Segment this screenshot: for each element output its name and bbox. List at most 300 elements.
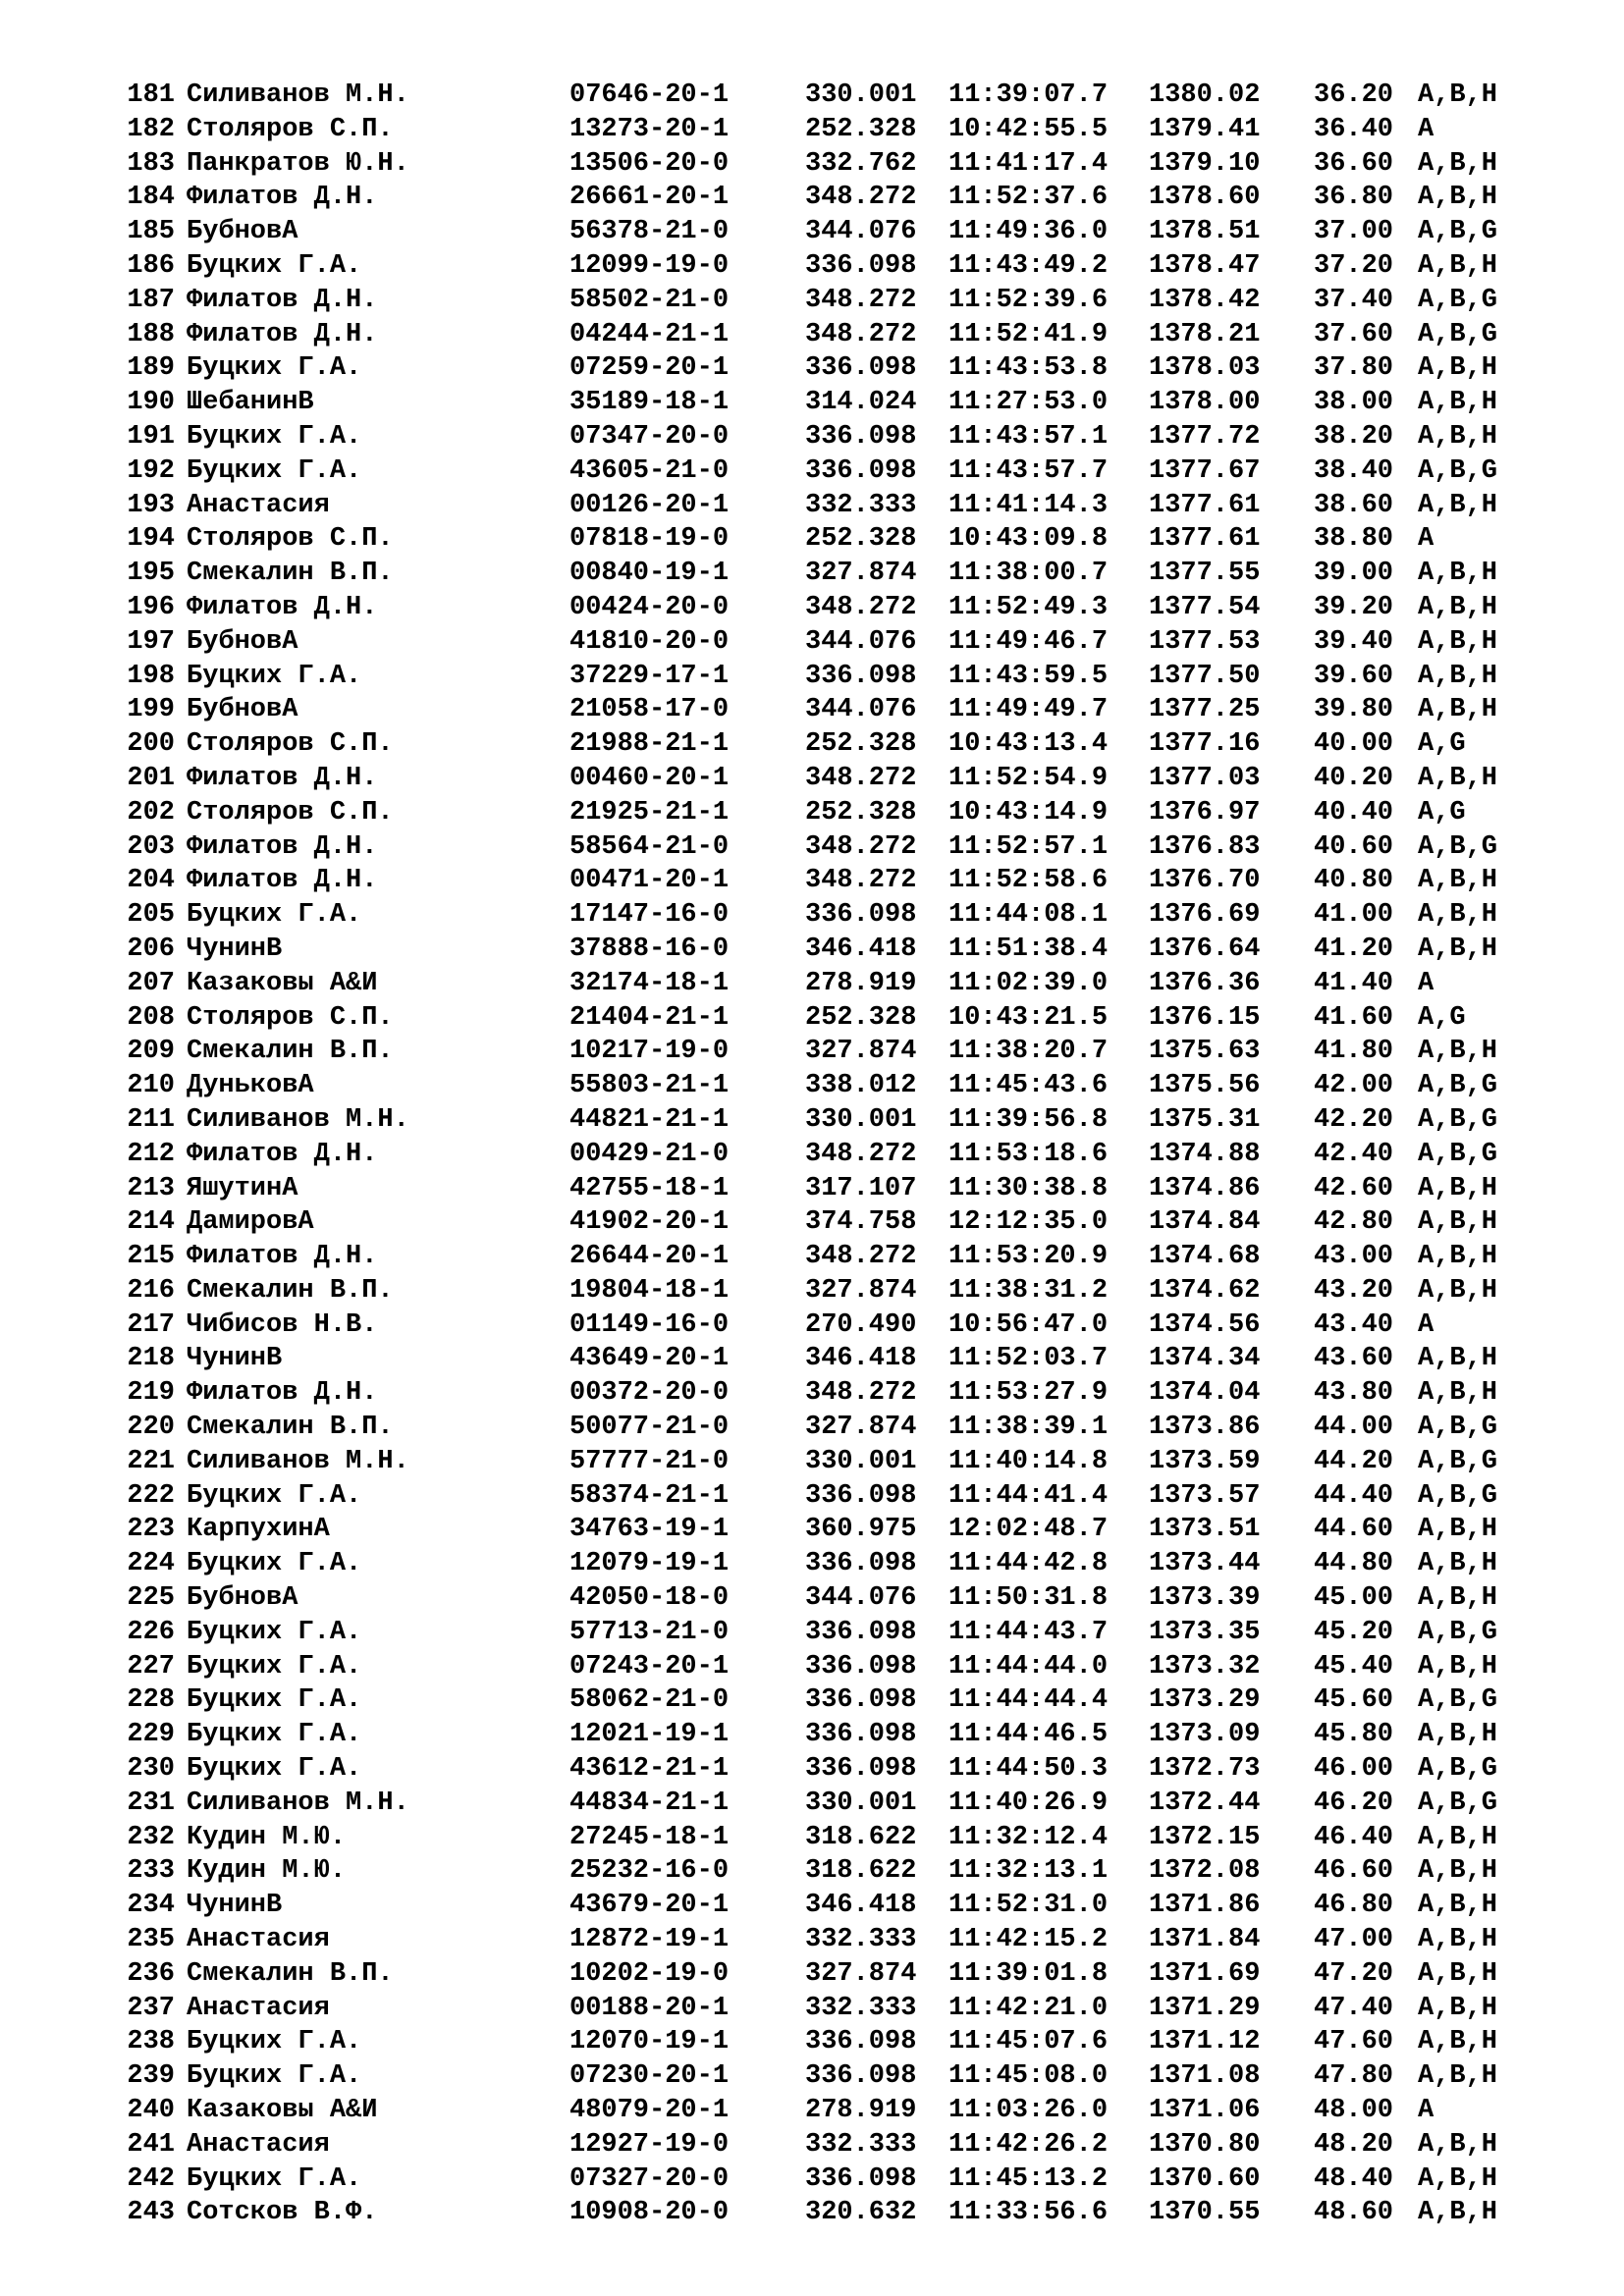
ring-number: 43649-20-1 [569, 1344, 730, 1374]
rank-cell: 238 [127, 2027, 175, 2057]
speed: 1376.69 [1149, 900, 1261, 931]
arrival-time: 11:03:26.0 [948, 2096, 1109, 2126]
category-flags: A,B,H [1418, 866, 1498, 896]
category-flags: A,B,H [1418, 1549, 1498, 1579]
distance: 336.098 [805, 1651, 917, 1682]
distance: 336.098 [805, 353, 917, 384]
arrival-time: 11:39:01.8 [948, 1958, 1109, 1989]
table-row [116, 693, 1530, 727]
points: 43.80 [1314, 1378, 1394, 1409]
speed: 1374.86 [1149, 1173, 1261, 1203]
fancier-name: Филатов Д.Н. [187, 1242, 378, 1272]
category-flags: A [1418, 968, 1435, 998]
fancier-name: ДуньковА [187, 1071, 314, 1101]
arrival-time: 10:42:55.5 [948, 114, 1109, 144]
speed: 1375.56 [1149, 1071, 1261, 1101]
category-flags: A [1418, 2096, 1435, 2126]
table-row [116, 1479, 1530, 1514]
category-flags: A,B,G [1418, 1446, 1498, 1476]
distance: 338.012 [805, 1071, 917, 1101]
distance: 330.001 [805, 1104, 917, 1135]
category-flags: A,B,G [1418, 1413, 1498, 1443]
points: 43.00 [1314, 1242, 1394, 1272]
points: 46.40 [1314, 1822, 1394, 1852]
ring-number: 07818-19-0 [569, 524, 730, 555]
category-flags: A,B,G [1418, 1139, 1498, 1169]
distance: 327.874 [805, 1413, 917, 1443]
distance: 252.328 [805, 797, 917, 828]
table-row [116, 147, 1530, 182]
arrival-time: 11:49:36.0 [948, 217, 1109, 247]
rank-cell: 197 [127, 626, 175, 657]
speed: 1379.10 [1149, 148, 1261, 179]
category-flags: A,B,H [1418, 1651, 1498, 1682]
ring-number: 07646-20-1 [569, 80, 730, 110]
points: 45.60 [1314, 1685, 1394, 1716]
category-flags: A,B,H [1418, 1275, 1498, 1306]
points: 39.20 [1314, 592, 1394, 622]
distance: 336.098 [805, 455, 917, 486]
arrival-time: 11:44:50.3 [948, 1754, 1109, 1785]
speed: 1380.02 [1149, 80, 1261, 110]
ring-number: 04244-21-1 [569, 319, 730, 349]
arrival-time: 11:52:31.0 [948, 1891, 1109, 1921]
arrival-time: 11:43:59.5 [948, 661, 1109, 691]
speed: 1377.61 [1149, 490, 1261, 520]
speed: 1374.62 [1149, 1275, 1261, 1306]
distance: 336.098 [805, 421, 917, 452]
speed: 1373.39 [1149, 1583, 1261, 1614]
speed: 1372.08 [1149, 1856, 1261, 1887]
arrival-time: 11:27:53.0 [948, 388, 1109, 418]
rank-cell: 184 [127, 183, 175, 213]
speed: 1378.51 [1149, 217, 1261, 247]
rank-cell: 242 [127, 2163, 175, 2194]
category-flags: A,G [1418, 729, 1466, 760]
table-row [116, 2094, 1530, 2128]
results-list [116, 79, 1530, 2230]
points: 47.20 [1314, 1958, 1394, 1989]
points: 44.60 [1314, 1515, 1394, 1545]
fancier-name: Чибисов Н.В. [187, 1309, 378, 1340]
table-row [116, 1411, 1530, 1445]
arrival-time: 12:02:48.7 [948, 1515, 1109, 1545]
category-flags: A,B,H [1418, 626, 1498, 657]
ring-number: 55803-21-1 [569, 1071, 730, 1101]
category-flags: A,B,H [1418, 695, 1498, 725]
rank-cell: 234 [127, 1891, 175, 1921]
fancier-name: Столяров С.П. [187, 729, 394, 760]
rank-cell: 217 [127, 1309, 175, 1340]
points: 36.20 [1314, 80, 1394, 110]
ring-number: 57777-21-0 [569, 1446, 730, 1476]
fancier-name: Буцких Г.А. [187, 353, 362, 384]
points: 47.00 [1314, 1925, 1394, 1955]
points: 40.20 [1314, 763, 1394, 793]
points: 46.00 [1314, 1754, 1394, 1785]
table-row [116, 1821, 1530, 1855]
distance: 348.272 [805, 1139, 917, 1169]
speed: 1374.56 [1149, 1309, 1261, 1340]
category-flags: A,B,H [1418, 1822, 1498, 1852]
ring-number: 10908-20-0 [569, 2198, 730, 2228]
fancier-name: Кудин М.Ю. [187, 1822, 347, 1852]
distance: 336.098 [805, 1685, 917, 1716]
speed: 1373.59 [1149, 1446, 1261, 1476]
rank-cell: 193 [127, 490, 175, 520]
distance: 332.762 [805, 148, 917, 179]
points: 41.40 [1314, 968, 1394, 998]
arrival-time: 11:30:38.8 [948, 1173, 1109, 1203]
arrival-time: 11:41:17.4 [948, 148, 1109, 179]
category-flags: A,B,H [1418, 2129, 1498, 2160]
points: 47.60 [1314, 2027, 1394, 2057]
speed: 1378.42 [1149, 285, 1261, 315]
table-row [116, 1308, 1530, 1343]
points: 48.20 [1314, 2129, 1394, 2160]
distance: 330.001 [805, 1788, 917, 1818]
arrival-time: 11:44:08.1 [948, 900, 1109, 931]
points: 42.20 [1314, 1104, 1394, 1135]
distance: 332.333 [805, 490, 917, 520]
rank-cell: 191 [127, 421, 175, 452]
points: 41.00 [1314, 900, 1394, 931]
rank-cell: 203 [127, 831, 175, 862]
distance: 336.098 [805, 900, 917, 931]
speed: 1376.15 [1149, 1002, 1261, 1033]
table-row [116, 1342, 1530, 1376]
table-row [116, 933, 1530, 967]
arrival-time: 11:38:00.7 [948, 559, 1109, 589]
table-row [116, 625, 1530, 660]
rank-cell: 225 [127, 1583, 175, 1614]
points: 38.60 [1314, 490, 1394, 520]
arrival-time: 11:50:31.8 [948, 1583, 1109, 1614]
points: 39.60 [1314, 661, 1394, 691]
table-row [116, 967, 1530, 1001]
category-flags: A,B,H [1418, 1515, 1498, 1545]
fancier-name: Буцких Г.А. [187, 1651, 362, 1682]
rank-cell: 206 [127, 934, 175, 964]
table-row [116, 591, 1530, 625]
arrival-time: 11:42:21.0 [948, 1993, 1109, 2023]
points: 44.40 [1314, 1480, 1394, 1511]
ring-number: 44821-21-1 [569, 1104, 730, 1135]
fancier-name: Буцких Г.А. [187, 1754, 362, 1785]
distance: 327.874 [805, 559, 917, 589]
speed: 1373.86 [1149, 1413, 1261, 1443]
speed: 1378.00 [1149, 388, 1261, 418]
points: 44.80 [1314, 1549, 1394, 1579]
points: 38.20 [1314, 421, 1394, 452]
distance: 278.919 [805, 968, 917, 998]
table-row [116, 1103, 1530, 1138]
fancier-name: Буцких Г.А. [187, 2027, 362, 2057]
fancier-name: КарпухинА [187, 1515, 330, 1545]
distance: 336.098 [805, 1549, 917, 1579]
distance: 252.328 [805, 524, 917, 555]
fancier-name: Буцких Г.А. [187, 1549, 362, 1579]
rank-cell: 229 [127, 1720, 175, 1750]
ring-number: 58062-21-0 [569, 1685, 730, 1716]
fancier-name: Смекалин В.П. [187, 559, 394, 589]
table-row [116, 181, 1530, 215]
table-row [116, 2059, 1530, 2094]
ring-number: 12079-19-1 [569, 1549, 730, 1579]
fancier-name: Буцких Г.А. [187, 1720, 362, 1750]
arrival-time: 11:44:46.5 [948, 1720, 1109, 1750]
distance: 278.919 [805, 2096, 917, 2126]
fancier-name: Анастасия [187, 1993, 330, 2023]
category-flags: A,B,H [1418, 1856, 1498, 1887]
points: 47.40 [1314, 1993, 1394, 2023]
ring-number: 35189-18-1 [569, 388, 730, 418]
table-row [116, 1957, 1530, 1992]
rank-cell: 219 [127, 1378, 175, 1409]
ring-number: 32174-18-1 [569, 968, 730, 998]
speed: 1370.80 [1149, 2129, 1261, 2160]
arrival-time: 11:38:31.2 [948, 1275, 1109, 1306]
points: 37.20 [1314, 250, 1394, 281]
speed: 1375.63 [1149, 1037, 1261, 1067]
distance: 348.272 [805, 866, 917, 896]
fancier-name: БубновА [187, 1583, 298, 1614]
rank-cell: 237 [127, 1993, 175, 2023]
speed: 1371.06 [1149, 2096, 1261, 2126]
table-row [116, 1752, 1530, 1787]
speed: 1372.44 [1149, 1788, 1261, 1818]
distance: 360.975 [805, 1515, 917, 1545]
points: 38.40 [1314, 455, 1394, 486]
ring-number: 12070-19-1 [569, 2027, 730, 2057]
rank-cell: 195 [127, 559, 175, 589]
table-row [116, 1683, 1530, 1718]
rank-cell: 218 [127, 1344, 175, 1374]
points: 39.40 [1314, 626, 1394, 657]
table-row [116, 79, 1530, 113]
category-flags: A,G [1418, 1002, 1466, 1033]
arrival-time: 11:42:15.2 [948, 1925, 1109, 1955]
category-flags: A,B,H [1418, 1925, 1498, 1955]
distance: 336.098 [805, 2163, 917, 2194]
distance: 252.328 [805, 114, 917, 144]
speed: 1371.08 [1149, 2061, 1261, 2092]
arrival-time: 11:52:37.6 [948, 183, 1109, 213]
rank-cell: 214 [127, 1207, 175, 1238]
distance: 327.874 [805, 1958, 917, 1989]
distance: 327.874 [805, 1275, 917, 1306]
ring-number: 27245-18-1 [569, 1822, 730, 1852]
speed: 1377.67 [1149, 455, 1261, 486]
category-flags: A,B,H [1418, 490, 1498, 520]
fancier-name: Сотсков В.Ф. [187, 2198, 378, 2228]
category-flags: A,B,H [1418, 250, 1498, 281]
table-row [116, 489, 1530, 523]
table-row [116, 1787, 1530, 1821]
arrival-time: 11:32:13.1 [948, 1856, 1109, 1887]
category-flags: A,B,G [1418, 1104, 1498, 1135]
fancier-name: Столяров С.П. [187, 524, 394, 555]
ring-number: 42755-18-1 [569, 1173, 730, 1203]
ring-number: 43612-21-1 [569, 1754, 730, 1785]
arrival-time: 11:44:43.7 [948, 1617, 1109, 1647]
points: 46.80 [1314, 1891, 1394, 1921]
arrival-time: 11:52:58.6 [948, 866, 1109, 896]
category-flags: A,B,G [1418, 831, 1498, 862]
distance: 270.490 [805, 1309, 917, 1340]
ring-number: 07230-20-1 [569, 2061, 730, 2092]
distance: 348.272 [805, 1242, 917, 1272]
distance: 336.098 [805, 1754, 917, 1785]
points: 42.80 [1314, 1207, 1394, 1238]
ring-number: 21404-21-1 [569, 1002, 730, 1033]
fancier-name: Буцких Г.А. [187, 250, 362, 281]
ring-number: 57713-21-0 [569, 1617, 730, 1647]
category-flags: A,B,H [1418, 1958, 1498, 1989]
fancier-name: Силиванов М.Н. [187, 80, 409, 110]
arrival-time: 11:51:38.4 [948, 934, 1109, 964]
points: 41.20 [1314, 934, 1394, 964]
arrival-time: 11:44:44.0 [948, 1651, 1109, 1682]
category-flags: A,B,H [1418, 1891, 1498, 1921]
fancier-name: Столяров С.П. [187, 114, 394, 144]
ring-number: 12872-19-1 [569, 1925, 730, 1955]
rank-cell: 183 [127, 148, 175, 179]
ring-number: 25232-16-0 [569, 1856, 730, 1887]
category-flags: A,B,G [1418, 217, 1498, 247]
rank-cell: 213 [127, 1173, 175, 1203]
speed: 1371.29 [1149, 1993, 1261, 2023]
ring-number: 00840-19-1 [569, 559, 730, 589]
arrival-time: 10:43:21.5 [948, 1002, 1109, 1033]
arrival-time: 11:33:56.6 [948, 2198, 1109, 2228]
category-flags: A,B,H [1418, 421, 1498, 452]
speed: 1371.12 [1149, 2027, 1261, 2057]
table-row [116, 1889, 1530, 1923]
ring-number: 17147-16-0 [569, 900, 730, 931]
fancier-name: Казаковы А&И [187, 2096, 378, 2126]
ring-number: 12927-19-0 [569, 2129, 730, 2160]
rank-cell: 222 [127, 1480, 175, 1511]
speed: 1377.72 [1149, 421, 1261, 452]
rank-cell: 231 [127, 1788, 175, 1818]
speed: 1373.09 [1149, 1720, 1261, 1750]
speed: 1377.53 [1149, 626, 1261, 657]
table-row [116, 1650, 1530, 1684]
fancier-name: ЧунинВ [187, 1891, 283, 1921]
distance: 348.272 [805, 183, 917, 213]
fancier-name: Кудин М.Ю. [187, 1856, 347, 1887]
ring-number: 00372-20-0 [569, 1378, 730, 1409]
ring-number: 42050-18-0 [569, 1583, 730, 1614]
distance: 336.098 [805, 661, 917, 691]
fancier-name: Филатов Д.Н. [187, 831, 378, 862]
category-flags: A,B,H [1418, 1993, 1498, 2023]
points: 41.80 [1314, 1037, 1394, 1067]
speed: 1372.15 [1149, 1822, 1261, 1852]
ring-number: 00460-20-1 [569, 763, 730, 793]
distance: 346.418 [805, 1344, 917, 1374]
points: 43.40 [1314, 1309, 1394, 1340]
fancier-name: ЯшутинА [187, 1173, 298, 1203]
fancier-name: Филатов Д.Н. [187, 319, 378, 349]
category-flags: A,B,H [1418, 353, 1498, 384]
ring-number: 10217-19-0 [569, 1037, 730, 1067]
ring-number: 13273-20-1 [569, 114, 730, 144]
category-flags: A,B,H [1418, 592, 1498, 622]
fancier-name: Силиванов М.Н. [187, 1446, 409, 1476]
rank-cell: 205 [127, 900, 175, 931]
points: 42.40 [1314, 1139, 1394, 1169]
ring-number: 34763-19-1 [569, 1515, 730, 1545]
category-flags: A,B,G [1418, 319, 1498, 349]
category-flags: A,B,H [1418, 2027, 1498, 2057]
points: 38.80 [1314, 524, 1394, 555]
arrival-time: 11:44:42.8 [948, 1549, 1109, 1579]
ring-number: 56378-21-0 [569, 217, 730, 247]
table-row [116, 1035, 1530, 1069]
arrival-time: 11:39:07.7 [948, 80, 1109, 110]
rank-cell: 232 [127, 1822, 175, 1852]
category-flags: A,B,G [1418, 1788, 1498, 1818]
points: 44.20 [1314, 1446, 1394, 1476]
arrival-time: 11:43:49.2 [948, 250, 1109, 281]
ring-number: 07347-20-0 [569, 421, 730, 452]
category-flags: A,B,G [1418, 1617, 1498, 1647]
ring-number: 00126-20-1 [569, 490, 730, 520]
arrival-time: 11:44:41.4 [948, 1480, 1109, 1511]
distance: 317.107 [805, 1173, 917, 1203]
rank-cell: 228 [127, 1685, 175, 1716]
fancier-name: ЧунинВ [187, 1344, 283, 1374]
rank-cell: 235 [127, 1925, 175, 1955]
category-flags: A,B,G [1418, 1480, 1498, 1511]
distance: 344.076 [805, 626, 917, 657]
distance: 344.076 [805, 217, 917, 247]
rank-cell: 194 [127, 524, 175, 555]
speed: 1378.47 [1149, 250, 1261, 281]
speed: 1376.36 [1149, 968, 1261, 998]
arrival-time: 11:52:54.9 [948, 763, 1109, 793]
speed: 1370.60 [1149, 2163, 1261, 2194]
table-row [116, 1274, 1530, 1308]
ring-number: 41810-20-0 [569, 626, 730, 657]
rank-cell: 188 [127, 319, 175, 349]
ring-number: 43605-21-0 [569, 455, 730, 486]
table-row [116, 1854, 1530, 1889]
fancier-name: Буцких Г.А. [187, 1685, 362, 1716]
table-row [116, 2025, 1530, 2059]
arrival-time: 10:43:14.9 [948, 797, 1109, 828]
points: 39.80 [1314, 695, 1394, 725]
ring-number: 07327-20-0 [569, 2163, 730, 2194]
fancier-name: Смекалин В.П. [187, 1413, 394, 1443]
speed: 1374.34 [1149, 1344, 1261, 1374]
points: 46.20 [1314, 1788, 1394, 1818]
fancier-name: Буцких Г.А. [187, 421, 362, 452]
table-row [116, 660, 1530, 694]
rank-cell: 220 [127, 1413, 175, 1443]
speed: 1373.32 [1149, 1651, 1261, 1682]
rank-cell: 207 [127, 968, 175, 998]
arrival-time: 10:43:13.4 [948, 729, 1109, 760]
fancier-name: Анастасия [187, 1925, 330, 1955]
category-flags: A,B,H [1418, 1173, 1498, 1203]
arrival-time: 11:52:57.1 [948, 831, 1109, 862]
category-flags: A,B,H [1418, 934, 1498, 964]
speed: 1371.84 [1149, 1925, 1261, 1955]
rank-cell: 187 [127, 285, 175, 315]
